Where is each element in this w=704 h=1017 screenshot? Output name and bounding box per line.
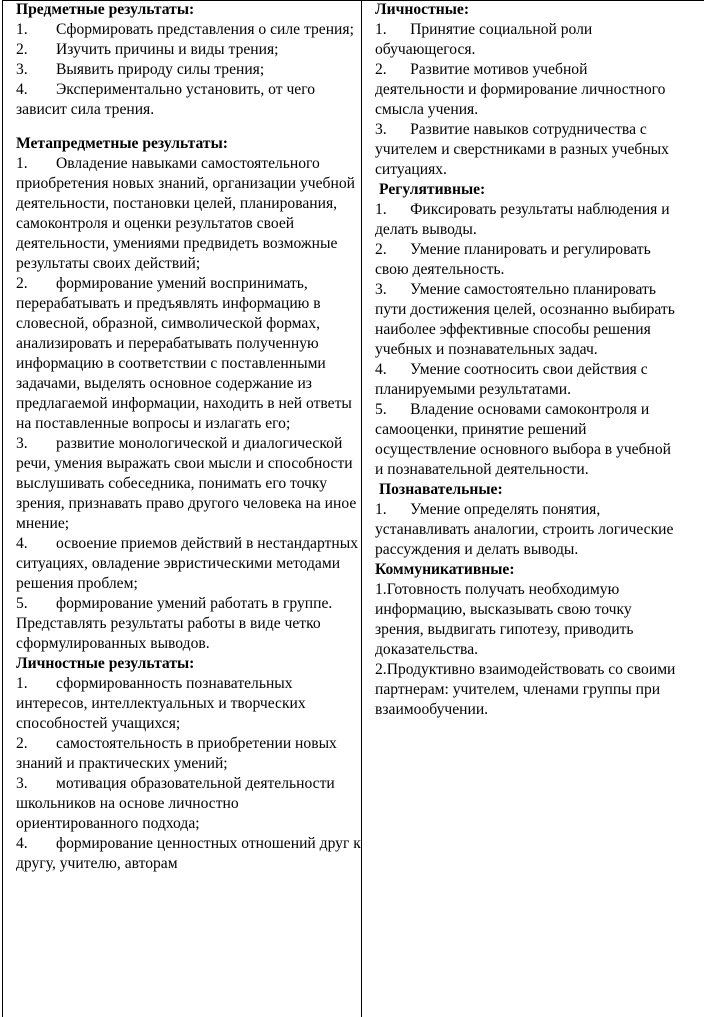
text-line: учебных и познавательных задач. <box>375 341 598 358</box>
meta-results-list <box>16 154 361 654</box>
item-number: 2. <box>16 275 28 292</box>
item-number: 3. <box>16 775 28 792</box>
item-text: сформированность познавательных интересов, интеллектуальных и творческих способностей учащихся; <box>16 675 306 732</box>
text-line: самооценки, принятие решений <box>375 421 587 438</box>
text-line: 1. Принятие социальной роли <box>375 21 593 38</box>
text-line: 2. Развитие мотивов учебной <box>375 61 588 78</box>
text-line: устанавливать аналогии, строить логические <box>375 521 674 538</box>
item-number: 1. <box>16 21 28 38</box>
item-text: мотивация образовательной деятельности школьников на основе личностно ориентированного подхода; <box>16 775 335 832</box>
regulative-list <box>375 200 704 480</box>
item-number: 1. <box>16 675 28 692</box>
subject-results-heading: Предметные результаты: <box>16 1 195 18</box>
column-divider <box>361 0 362 1017</box>
list-item <box>16 80 361 120</box>
text-line: 5. Владение основами самоконтроля и <box>375 401 650 418</box>
list-item <box>16 674 361 734</box>
item-text: Выявить природу силы трения; <box>56 61 265 78</box>
cognitive-list <box>375 500 704 560</box>
left-column <box>16 0 361 874</box>
text-line: деятельности и формирование личностного <box>375 81 666 98</box>
item-text: Овладение навыками самостоятельного приобретения новых знаний, организации учебной деятельности, постановки целей, планирования, самоконтроля и оценки результатов своей деятельности, умениями предвидеть возможные результаты своих действий; <box>16 155 355 272</box>
item-number: 2. <box>16 735 28 752</box>
item-number: 4. <box>16 535 28 552</box>
text-line: смысла учения. <box>375 101 479 118</box>
text-line: планируемыми результатами. <box>375 381 572 398</box>
text-line: 1.Готовность получать необходимую <box>375 581 620 598</box>
text-line: пути достижения целей, осознанно выбирать <box>375 301 675 318</box>
list-item <box>16 774 361 834</box>
item-number: 2. <box>16 41 28 58</box>
list-item <box>16 60 361 80</box>
text-line: 2.Продуктивно взаимодействовать со своими <box>375 661 676 678</box>
text-line: ситуациях. <box>375 161 447 178</box>
list-item <box>16 834 361 874</box>
text-line: зрения, выдвигать гипотезу, приводить <box>375 621 634 638</box>
regulative-heading: Регулятивные: <box>379 181 486 198</box>
text-line: свою деятельность. <box>375 261 505 278</box>
item-text: формирование умений воспринимать, перерабатывать и предъявлять информацию в словесной, образной, символической формах, анализировать и перерабатывать полученную информацию в соответствии с поставленными задачами, выделять основное содержание из предлагаемой информации, находить в ней ответы на поставленные вопросы и излагать его; <box>16 275 352 432</box>
item-text: Сформировать представления о силе трения; <box>56 21 354 38</box>
item-number: 3. <box>16 435 28 452</box>
text-line: рассуждения и делать выводы. <box>375 541 579 558</box>
text-line: наиболее эффективные способы решения <box>375 321 651 338</box>
item-text: Изучить причины и виды трения; <box>56 41 279 58</box>
item-text: освоение приемов действий в нестандартных ситуациях, овладение эвристическими методами решения проблем; <box>16 535 358 592</box>
item-number: 5. <box>16 595 28 612</box>
section-gap <box>16 120 361 134</box>
personal-heading: Личностные: <box>375 1 470 18</box>
subject-results-list <box>16 20 361 120</box>
cognitive-heading: Познавательные: <box>379 481 503 498</box>
right-column <box>375 0 704 720</box>
text-line: 3. Развитие навыков сотрудничества с <box>375 121 647 138</box>
personal-results-list <box>16 674 361 874</box>
item-text: Экспериментально установить, от чего зависит сила трения. <box>16 81 316 118</box>
list-item <box>16 734 361 774</box>
meta-results-heading: Метапредметные результаты: <box>16 135 228 152</box>
list-item <box>16 274 361 434</box>
text-line: учителем и сверстниками в разных учебных <box>375 141 669 158</box>
text-line: 2. Умение планировать и регулировать <box>375 241 651 258</box>
personal-results-heading: Личностные результаты: <box>16 655 195 672</box>
list-item <box>16 534 361 594</box>
list-item <box>16 594 361 654</box>
text-line: осуществление основного выбора в учебной <box>375 441 672 458</box>
personal-list <box>375 20 704 180</box>
text-line: доказательства. <box>375 641 479 658</box>
item-text: формирование умений работать в группе. Представлять результаты работы в виде четко сформулированных выводов. <box>16 595 333 652</box>
item-number: 3. <box>16 61 28 78</box>
communicative-heading: Коммуникативные: <box>375 561 515 578</box>
item-text: самостоятельность в приобретении новых знаний и практических умений; <box>16 735 337 772</box>
list-item <box>16 20 361 40</box>
text-line: и познавательной деятельности. <box>375 461 589 478</box>
text-line: информацию, высказывать свою точку <box>375 601 632 618</box>
text-line: 1. Умение определять понятия, <box>375 501 601 518</box>
text-line: взаимообучении. <box>375 701 489 718</box>
communicative-list <box>375 580 704 720</box>
text-line: обучающегося. <box>375 41 476 58</box>
item-text: формирование ценностных отношений друг к другу, учителю, авторам <box>16 835 361 872</box>
item-number: 4. <box>16 81 28 98</box>
item-text: развитие монологической и диалогической речи, умения выражать свои мысли и способности выслушивать собеседника, понимать его точку зрения, признавать право другого человека на иное мнение; <box>16 435 357 532</box>
item-number: 1. <box>16 155 28 172</box>
text-line: партнерам: учителем, членами группы при <box>375 681 661 698</box>
list-item <box>16 154 361 274</box>
text-line: 1. Фиксировать результаты наблюдения и <box>375 201 670 218</box>
list-item <box>16 40 361 60</box>
list-item <box>16 434 361 534</box>
text-line: делать выводы. <box>375 221 477 238</box>
text-line: 4. Умение соотносить свои действия с <box>375 361 648 378</box>
item-number: 4. <box>16 835 28 852</box>
text-line: 3. Умение самостоятельно планировать <box>375 281 656 298</box>
